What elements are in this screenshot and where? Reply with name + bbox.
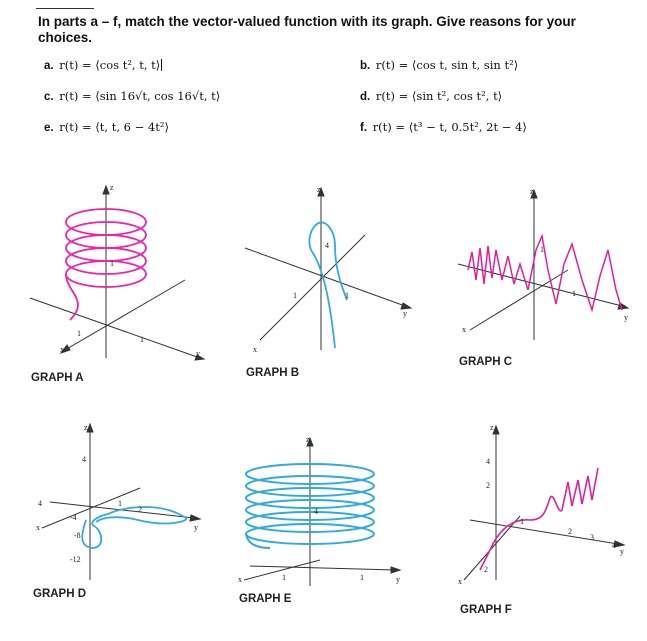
x-axis-label: x xyxy=(458,577,462,586)
x-axis-label: x xyxy=(36,523,40,532)
graph-d xyxy=(30,420,220,585)
z-axis-label: z xyxy=(490,423,494,432)
y-axis-label: y xyxy=(620,547,624,556)
tick-label: 2 xyxy=(484,565,488,574)
graph-e xyxy=(230,430,410,595)
x-axis-label: x xyxy=(462,325,466,334)
z-axis-label: z xyxy=(530,187,534,196)
graph-f xyxy=(450,420,640,600)
x-axis xyxy=(65,280,185,350)
graph-d-label: GRAPH D xyxy=(33,588,87,600)
graph-e-label: GRAPH E xyxy=(239,593,292,605)
tick-label: 1 xyxy=(282,573,286,582)
function-expression: r(t) = ⟨cos t, sin t, sin t²⟩ xyxy=(375,58,519,72)
y-axis-label: y xyxy=(196,349,200,358)
function-c xyxy=(44,89,220,103)
y-axis-label: y xyxy=(403,309,407,318)
graph-a xyxy=(30,180,210,370)
tick-label: 4 xyxy=(325,241,329,250)
curve-d xyxy=(82,507,186,548)
function-label: d. xyxy=(360,91,371,103)
tick-label: 2 xyxy=(138,505,142,514)
x-axis-label: x xyxy=(238,575,242,584)
y-axis xyxy=(250,566,394,570)
tick-label: 1 xyxy=(360,573,364,582)
function-label: f. xyxy=(360,122,368,134)
graph-a-label: GRAPH A xyxy=(31,372,84,384)
z-axis-label: z xyxy=(317,185,321,194)
tick-label: 2 xyxy=(486,481,490,490)
function-expression: r(t) = ⟨t³ − t, 0.5t², 2t − 4⟩ xyxy=(372,120,527,134)
graph-b-label: GRAPH B xyxy=(246,367,300,379)
tick-label: 1 xyxy=(345,291,349,300)
y-axis xyxy=(30,298,200,358)
x-axis-label: x xyxy=(60,345,64,354)
z-axis-label: z xyxy=(306,435,310,444)
function-b xyxy=(360,58,518,72)
function-d xyxy=(360,89,502,103)
tick-label: 1 xyxy=(572,289,576,298)
function-e xyxy=(44,120,169,134)
tick-label: 1 xyxy=(540,245,544,254)
tick-label: 1 xyxy=(293,291,297,300)
tick-label: 3 xyxy=(590,533,594,542)
function-label: e. xyxy=(44,122,54,134)
tick-label: 1 xyxy=(118,499,122,508)
y-axis xyxy=(470,520,618,544)
x-axis-label: x xyxy=(253,345,257,354)
tick-label: 1 xyxy=(140,335,144,344)
tick-label: 4 xyxy=(38,499,42,508)
graph-c xyxy=(448,180,638,350)
function-label: c. xyxy=(44,91,54,103)
function-expression: r(t) = ⟨sin t², cos t², t⟩ xyxy=(375,89,503,103)
y-axis-label: y xyxy=(396,575,400,584)
graph-c-label: GRAPH C xyxy=(459,356,513,368)
tick-label: -4 xyxy=(70,513,77,522)
z-axis-label: z xyxy=(110,183,114,192)
curve-c xyxy=(468,236,622,310)
tick-label: 2 xyxy=(568,527,572,536)
tick-label: 1 xyxy=(520,517,524,526)
graph-f-label: GRAPH F xyxy=(460,604,512,616)
top-rule xyxy=(36,8,94,9)
function-f xyxy=(360,120,527,134)
function-label: b. xyxy=(360,60,371,72)
y-axis-arrow xyxy=(391,567,400,573)
y-axis-arrow xyxy=(190,515,200,521)
text-cursor xyxy=(161,59,162,71)
graph-b xyxy=(235,180,425,360)
curve-f xyxy=(480,468,598,570)
tick-label: 1 xyxy=(77,329,81,338)
tick-label: 4 xyxy=(314,507,318,516)
tick-label: 4 xyxy=(82,455,86,464)
x-axis xyxy=(464,516,520,580)
function-a xyxy=(44,58,162,72)
function-expression: r(t) = ⟨t, t, 6 − 4t²⟩ xyxy=(59,120,169,134)
z-axis-arrow xyxy=(103,186,109,194)
function-label: a. xyxy=(44,60,54,72)
z-axis-arrow xyxy=(493,426,499,434)
tick-label: 4 xyxy=(486,457,490,466)
z-axis-label: z xyxy=(84,423,88,432)
tick-label: 4 xyxy=(612,541,616,550)
z-axis-arrow xyxy=(87,424,93,432)
tick-label: -12 xyxy=(70,555,81,564)
function-expression: r(t) = ⟨cos t², t, t⟩ xyxy=(59,58,161,72)
y-axis xyxy=(245,248,405,306)
y-axis-label: y xyxy=(194,523,198,532)
problem-instructions: In parts a – f, match the vector-valued function with its graph. Give reasons for your choices. xyxy=(38,14,576,45)
function-expression: r(t) = ⟨sin 16√t, cos 16√t, t⟩ xyxy=(59,89,221,103)
tick-label: 1 xyxy=(110,259,114,268)
tick-label: -8 xyxy=(74,531,81,540)
y-axis-label: y xyxy=(624,313,628,322)
